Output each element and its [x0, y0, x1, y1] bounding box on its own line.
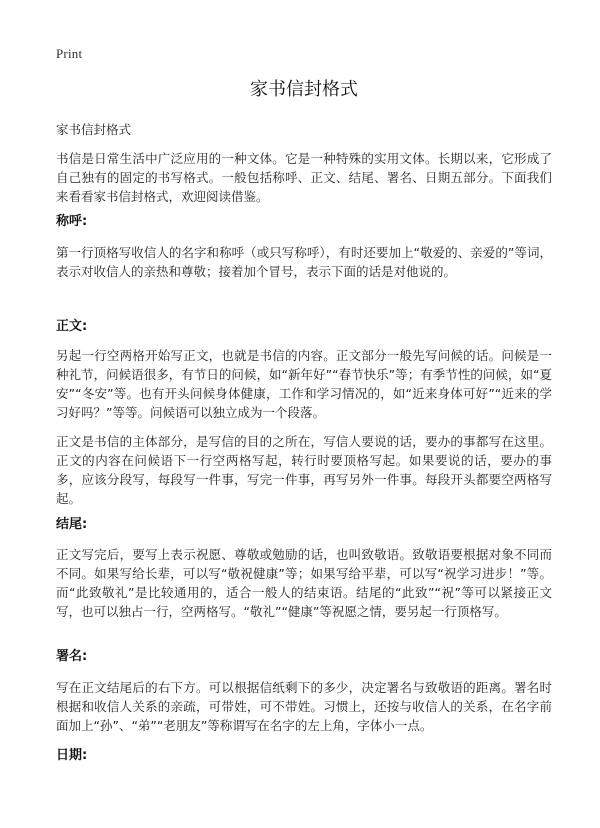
section-heading-salutation: 称呼: [56, 214, 88, 229]
section-heading-date: 日期: [56, 748, 88, 763]
section-heading-closing: 结尾: [56, 517, 88, 532]
print-link[interactable]: Print [56, 46, 83, 61]
section-heading-signature: 署名: [56, 649, 88, 664]
salutation-paragraph: 第一行顶格写收信人的名字和称呼（或只写称呼），有时还要加上“敬爱的、亲爱的”等词，表示对收信人的亲热和尊敬；接着加个冒号，表示下面的话是对他说的。 [56, 245, 552, 279]
document-subtitle: 家书信封格式 [56, 122, 132, 137]
section-heading-body: 正文: [56, 319, 88, 334]
body-paragraph-2: 正文是书信的主体部分，是写信的目的之所在，写信人要说的话，要办的事都写在这里。正文的内容在问候语下一行空两格写起，转行时要顶格写起。如果要说的话，要办的事多，应该分段写，每段写一件事，写完一件事，再写另外一件事。每段开头都要空两格写起。 [56, 434, 552, 506]
body-paragraph-1: 另起一行空两格开始写正文，也就是书信的内容。正文部分一般先写问候的话。问候是一种礼节，问候语很多，有节日的问候，如“新年好”“春节快乐”等；有季节性的问候，如“夏安”“冬安”等。也有开头问候身体健康，工作和学习情况的，如“近来身体可好”“近来的学习好吗？”等等。问候语可以独立成为一个段落。 [56, 348, 552, 420]
document-title: 家书信封格式 [250, 79, 358, 100]
signature-paragraph: 写在正文结尾后的右下方。可以根据信纸剩下的多少，决定署名与致敬语的距离。署名时根据和收信人关系的亲疏，可带姓，可不带姓。习惯上，还按与收信人的关系，在名字前面加上“孙”、“弟”“老朋友”等称谓写在名字的左上角，字体小一点。 [56, 680, 552, 733]
intro-paragraph: 书信是日常生活中广泛应用的一种文体。它是一种特殊的实用文体。长期以来，它形成了自己独有的固定的书写格式。一般包括称呼、正文、结尾、署名、日期五部分。下面我们来看看家书信封格式，欢迎阅读借鉴。 [56, 151, 552, 204]
closing-paragraph: 正文写完后，要写上表示祝愿、尊敬或勉励的话，也叫致敬语。致敬语要根据对象不同而不同。如果写给长辈，可以写“敬祝健康”等；如果写给平辈，可以写“祝学习进步！”等。而“此致敬礼”是比较通用的，适合一般人的结束语。结尾的“此致”“祝”等可以紧接正文写，也可以独占一行，空两格写。“敬礼”“健康”等祝愿之情，要另起一行顶格写。 [56, 547, 552, 619]
